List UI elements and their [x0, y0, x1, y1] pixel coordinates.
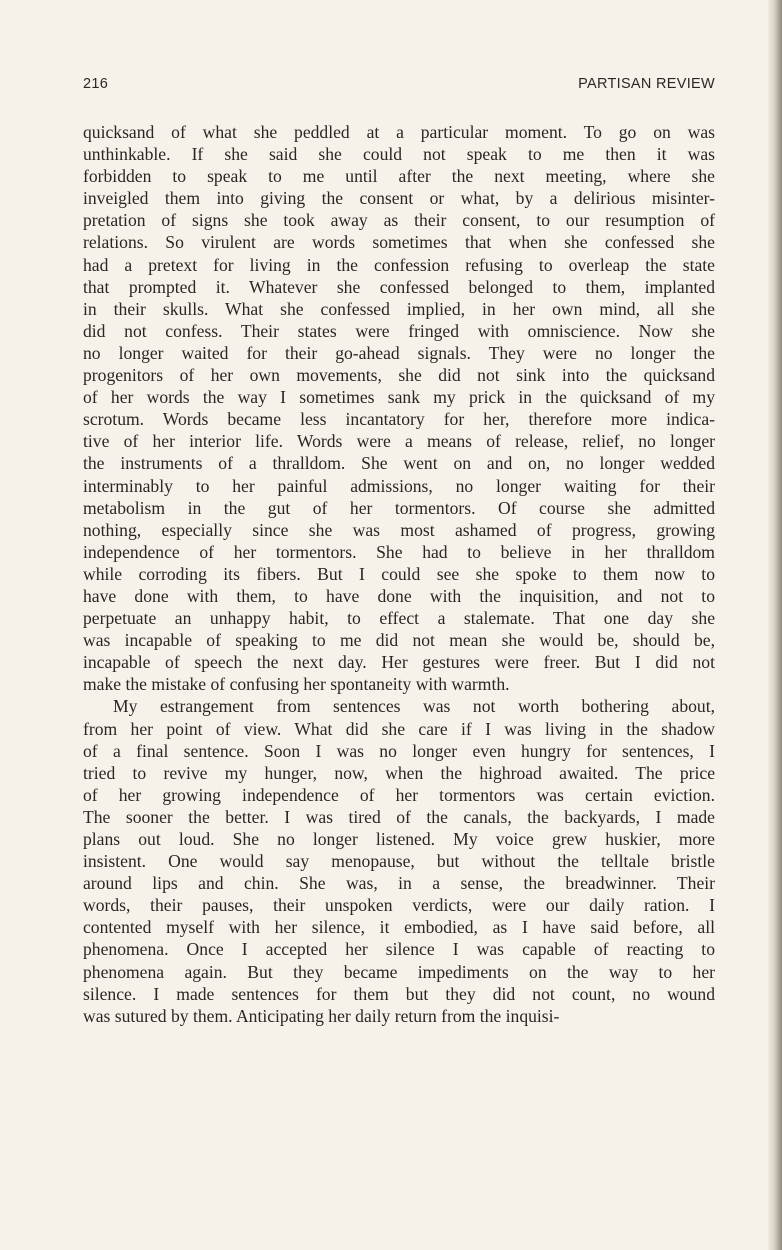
text-line: in their skulls. What she confessed implied, in her own mind, all she: [83, 298, 715, 319]
text-line: metabolism in the gut of her tormentors. Of course she admitted: [83, 497, 715, 518]
text-line: tive of her interior life. Words were a means of release, relief, no longer: [83, 431, 715, 452]
body-text: [83, 121, 715, 1027]
text-line: of her words the way I sometimes sank my prick in the quicksand of my: [83, 387, 715, 408]
text-line: pretation of signs she took away as their consent, to our resumption of: [83, 210, 715, 231]
text-line: of her growing independence of her tormentors was certain eviction.: [83, 784, 715, 805]
text-line: make the mistake of confusing her spontaneity with warmth.: [83, 674, 510, 695]
text-line: had a pretext for living in the confession refusing to overleap the state: [83, 254, 715, 275]
text-line: contented myself with her silence, it embodied, as I have said before, all: [83, 917, 715, 938]
text-line: that prompted it. Whatever she confessed belonged to them, implanted: [83, 276, 715, 297]
text-line: independence of her tormentors. She had to believe in her thralldom: [83, 541, 715, 562]
text-line: of a final sentence. Soon I was no longer even hungry for sentences, I: [83, 740, 715, 761]
text-line: phenomena. Once I accepted her silence I was capable of reacting to: [83, 939, 715, 960]
paragraph: [83, 121, 715, 695]
text-line: have done with them, to have done with the inquisition, and not to: [83, 585, 715, 606]
text-line: was incapable of speaking to me did not mean she would be, should be,: [83, 630, 715, 651]
page-number: 216: [83, 76, 109, 92]
text-line: perpetuate an unhappy habit, to effect a stalemate. That one day she: [83, 608, 715, 629]
text-line: did not confess. Their states were fringed with omniscience. Now she: [83, 320, 715, 341]
text-line: while corroding its fibers. But I could see she spoke to them now to: [83, 563, 715, 584]
text-line: tried to revive my hunger, now, when the highroad awaited. The price: [83, 762, 715, 783]
paragraph: [83, 695, 715, 1026]
text-line: interminably to her painful admissions, no longer waiting for their: [83, 475, 715, 496]
text-line: from her point of view. What did she care if I was living in the shadow: [83, 718, 715, 739]
text-line: quicksand of what she peddled at a particular moment. To go on was: [83, 122, 715, 142]
text-line: The sooner the better. I was tired of the canals, the backyards, I made: [83, 806, 715, 827]
page-header: [83, 76, 715, 96]
text-line: insistent. One would say menopause, but without the telltale bristle: [83, 851, 715, 872]
text-line: incapable of speech the next day. Her gestures were freer. But I did not: [83, 652, 715, 673]
text-line: phenomena again. But they became impediments on the way to her: [83, 961, 715, 982]
text-line: was sutured by them. Anticipating her daily return from the inquisi-: [83, 1005, 560, 1026]
text-line: plans out loud. She no longer listened. My voice grew huskier, more: [83, 829, 715, 849]
text-line: unthinkable. If she said she could not speak to me then it was: [83, 144, 715, 165]
text-line: My estrangement from sentences was not worth bothering about,: [113, 696, 715, 717]
page-edge-shadow: [768, 0, 782, 1250]
text-line: scrotum. Words became less incantatory for her, therefore more indica-: [83, 409, 715, 430]
text-line: forbidden to speak to me until after the next meeting, where she: [83, 166, 715, 187]
text-line: progenitors of her own movements, she did not sink into the quicksand: [83, 365, 715, 386]
running-head: PARTISAN REVIEW: [578, 76, 715, 92]
text-line: relations. So virulent are words sometimes that when she confessed she: [83, 232, 715, 253]
text-line: the instruments of a thralldom. She went on and on, no longer wedded: [83, 453, 715, 474]
text-line: nothing, especially since she was most ashamed of progress, growing: [83, 519, 715, 540]
text-line: no longer waited for their go-ahead signals. They were no longer the: [83, 342, 715, 363]
text-line: inveigled them into giving the consent or what, by a delirious misinter-: [83, 188, 715, 209]
text-line: around lips and chin. She was, in a sense, the breadwinner. Their: [83, 873, 715, 894]
text-line: silence. I made sentences for them but they did not count, no wound: [83, 983, 715, 1004]
text-line: words, their pauses, their unspoken verdicts, were our daily ration. I: [83, 895, 715, 916]
